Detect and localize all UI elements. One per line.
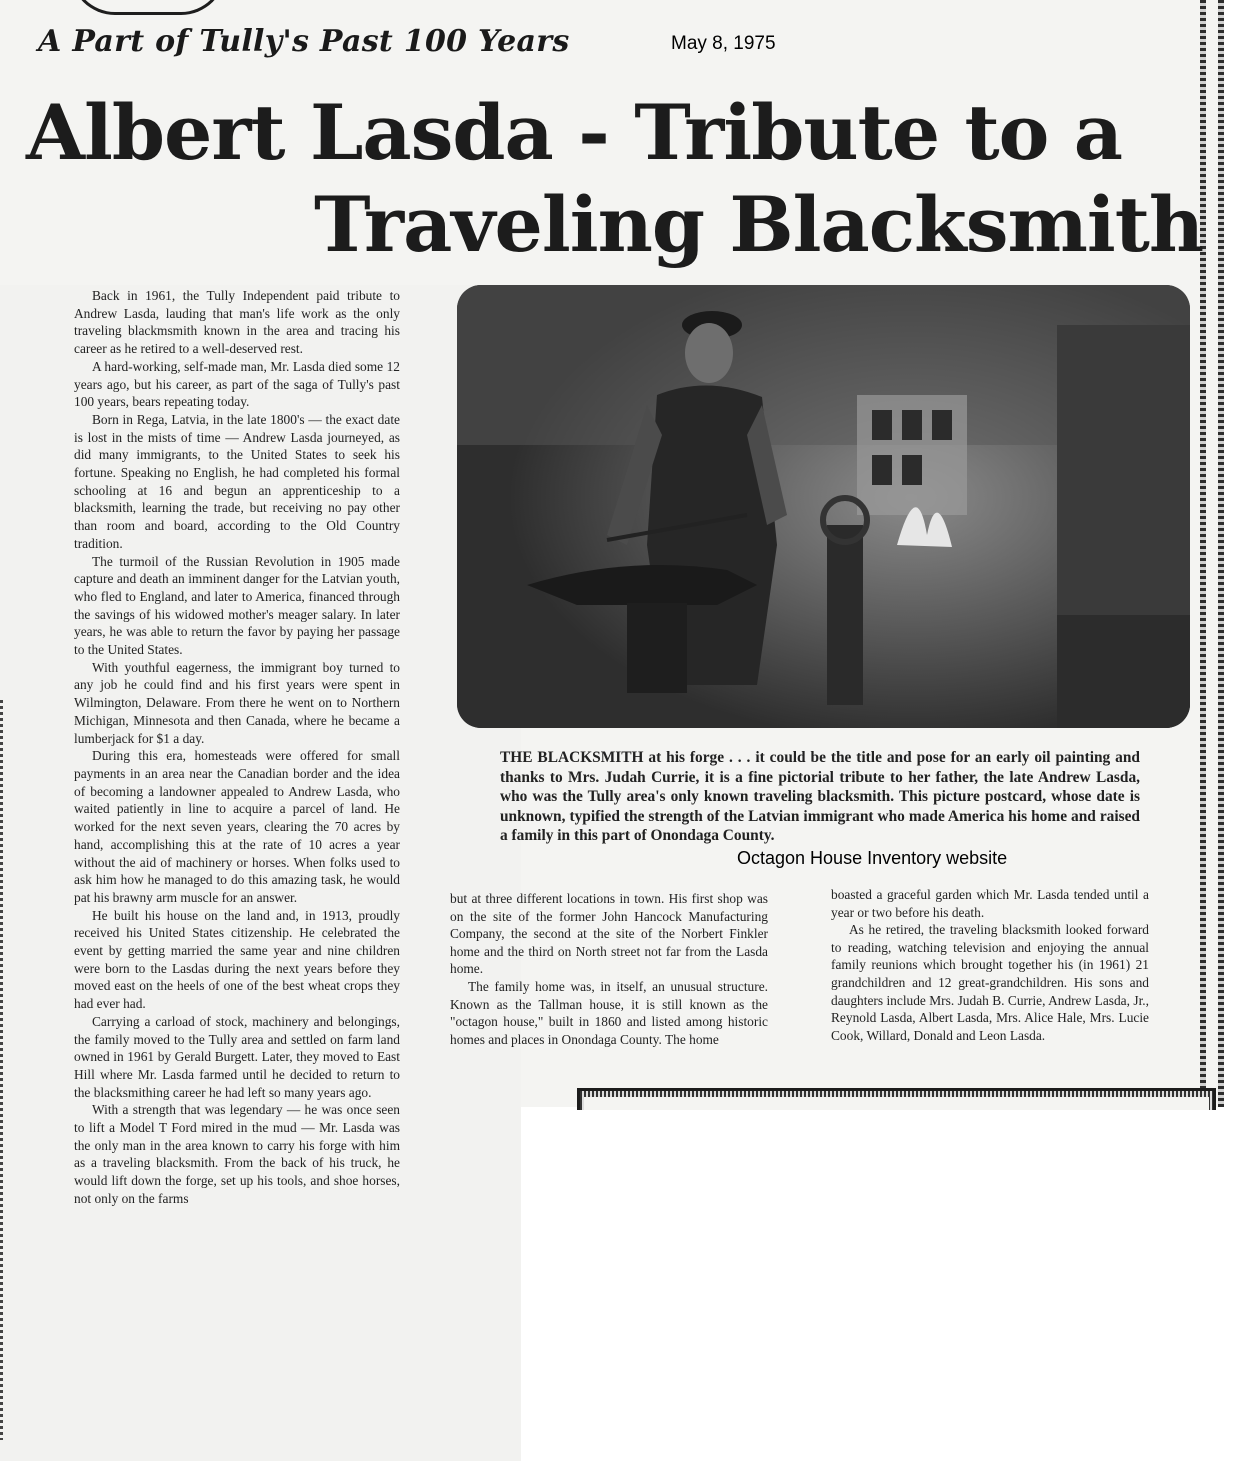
paragraph: but at three different locations in town. His first shop was on the site of the former John Hancock Manufacturing Company, the second at the site of the Norbert Finkler home and the third on North street not far from the Lasda home. [450, 891, 768, 977]
article-column-1 [74, 287, 400, 1208]
paragraph: He built his house on the land and, in 1913, proudly received his United States citizenship. He celebrated the event by getting married the same year and nine children were born to the Lasdas during the next years before they moved east on the heels of one of the best wheat crops they had ever had. [74, 907, 400, 1012]
caption-text: it could be the title and pose for an early oil painting and thanks to Mrs. Judah Currie, it is a fine pictorial tribute to her father, the late Andrew Lasda, who was the Tully area's only known traveling blacksmith. This picture postcard, whose date is unknown, typified the strength of the Latvian immigrant who made America his home and raised a family in this part of Onondaga County. [500, 749, 1140, 844]
headline-line-1: Albert Lasda - Tribute to a [26, 88, 1123, 177]
paragraph: As he retired, the traveling blacksmith looked forward to reading, watching television and enjoying the annual family reunions which brought together his (in 1961) 21 grandchildren and 12 great-grandchildren. His sons and daughters include Mrs. Judah B. Currie, Andrew Lasda, Jr., Reynold Lasda, Albert Lasda, Mrs. Alice Hale, Mrs. Lucie Cook, Willard, Donald and Leon Lasda. [831, 922, 1149, 1043]
perforated-edge-right [1200, 0, 1224, 1107]
next-article-border [577, 1088, 1216, 1110]
blacksmith-photo [457, 285, 1190, 728]
article-column-2 [450, 890, 768, 1048]
paragraph: Back in 1961, the Tully Independent paid tribute to Andrew Lasda, lauding that man's life work as the only traveling blackmsmith known in the area and tracing his career as he retired to a well-deserved rest. [74, 288, 400, 357]
paragraph: With a strength that was legendary — he was once seen to lift a Model T Ford mired in the mud — Mr. Lasda was the only man in the area known to carry his forge with him as a traveling blacksmith. From the back of his truck, he would lift down the forge, set up his tools, and shoe horses, not only on the farms [74, 1102, 400, 1206]
paragraph: During this era, homesteads were offered for small payments in an area near the Canadian border and the idea of becoming a landowner appealed to Andrew Lasda, who waited patiently in line to acquire a parcel of land. He worked for the next seven years, clearing the 70 acres by hand, accomplishing this at the rate of 10 acres a year without the aid of machinery or horses. When folks used to ask him how he managed to do this amazing task, he would pat his brawny arm muscle for an answer. [74, 748, 400, 905]
paragraph: boasted a graceful garden which Mr. Lasda tended until a year or two before his death. [831, 887, 1149, 920]
caption-lead: THE BLACKSMITH at his forge . . . [500, 749, 751, 766]
paragraph: The turmoil of the Russian Revolution in 1905 made capture and death an imminent danger for the Latvian youth, who fled to England, and later to America, financed through the savings of his widowed mother's meager salary. In later years, he was able to return the favor by paying her passage to the United States. [74, 553, 400, 658]
headline-line-2: Traveling Blacksmith [314, 180, 1204, 269]
paragraph: The family home was, in itself, an unusual structure. Known as the Tallman house, it is still known as the "octagon house," built in 1860 and listed among historic homes and places in Onondaga County. The home [450, 978, 768, 1047]
paragraph: Born in Rega, Latvia, in the late 1800's — the exact date is lost in the mists of time — Andrew Lasda journeyed, as did many immigrants, to the United States to seek his fortune. Speaking no English, he had completed his formal schooling at 16 and begun an apprenticeship to a blacksmith, learning the trade, but receiving no pay other than room and board, according to the Old Country tradition. [74, 411, 400, 551]
photo-caption [500, 748, 1140, 846]
paragraph: A hard-working, self-made man, Mr. Lasda died some 12 years ago, but his career, as part of the saga of Tully's past 100 years, bears repeating today. [74, 358, 400, 410]
paragraph: With youthful eagerness, the immigrant boy turned to any job he could find and his first years were spent in Wilmington, Delaware. From there he went on to Northern Michigan, Minnesota and then Canada, where he became a lumberjack for $1 a day. [74, 659, 400, 746]
article-column-3 [831, 886, 1149, 1044]
paragraph: Carrying a carload of stock, machinery and belongings, the family moved to the Tully area and settled on farm land owned in 1961 by Gerald Burgett. Later, they moved to East Hill where Mr. Lasda farmed until he decided to return to the blacksmithing career he had left so many years ago. [74, 1013, 400, 1100]
perforated-edge-left [0, 700, 3, 1440]
photo-illustration [457, 285, 1190, 728]
source-credit: Octagon House Inventory website [737, 848, 1008, 868]
publication-date: May 8, 1975 [671, 33, 776, 54]
series-title: A Part of Tully's Past 100 Years [38, 24, 570, 59]
